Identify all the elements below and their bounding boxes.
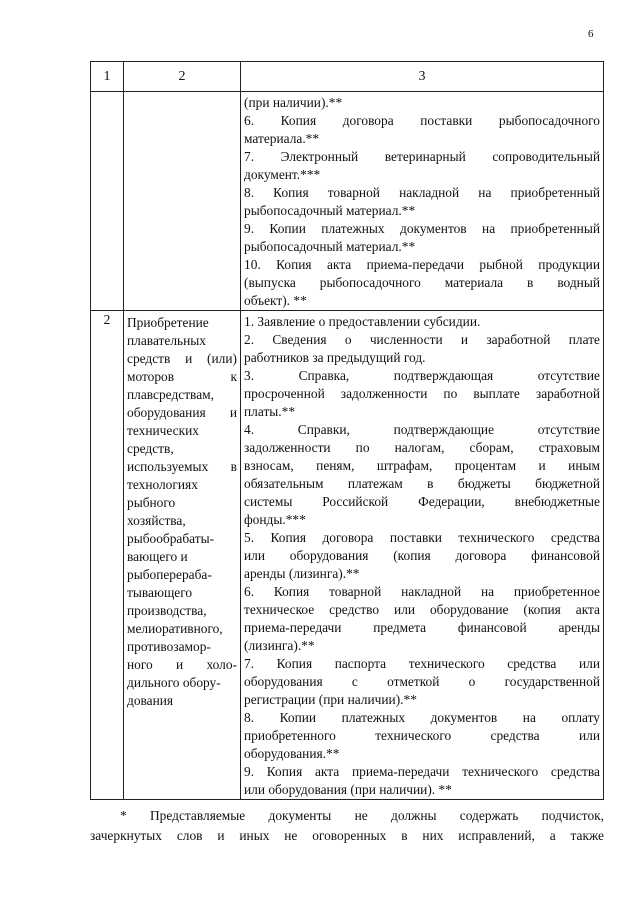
table-row bbox=[91, 311, 604, 800]
purpose-line: дования bbox=[127, 693, 174, 708]
document-line: приобретенного технического средства или bbox=[244, 728, 600, 743]
row-number bbox=[91, 92, 124, 311]
documents-list-cell bbox=[241, 92, 604, 311]
document-line: 7. Электронный ветеринарный сопроводительный bbox=[244, 149, 600, 164]
purpose-line: хозяйства, bbox=[127, 513, 186, 528]
document-line: платы.** bbox=[244, 404, 296, 419]
purpose-line: тывающего bbox=[127, 585, 193, 600]
document-line: обязательным платежам в бюджеты бюджетной bbox=[244, 476, 600, 491]
document-line: работников за предыдущий год. bbox=[244, 350, 426, 365]
page-number: 6 bbox=[588, 28, 594, 40]
documents-table bbox=[90, 61, 604, 800]
document-line: оборудования с отметкой о государственной bbox=[244, 674, 600, 689]
document-line: (при наличии).** bbox=[244, 95, 343, 110]
document-line: 7. Копия паспорта технического средства или bbox=[244, 656, 600, 671]
document-line: (выпуска рыбопосадочного материала в водный bbox=[244, 275, 600, 290]
document-line: 1. Заявление о предоставлении субсидии. bbox=[244, 314, 481, 329]
document-line: 3. Справка, подтверждающая отсутствие bbox=[244, 368, 600, 383]
document-line: 6. Копия товарной накладной на приобретенное bbox=[244, 584, 600, 599]
purpose-line: рыбного bbox=[127, 495, 176, 510]
document-line: объект). ** bbox=[244, 293, 307, 308]
document-line: оборудования.** bbox=[244, 746, 340, 761]
document-line: задолженности по налогам, сборам, страховым bbox=[244, 440, 600, 455]
purpose-line: дильного обору- bbox=[127, 675, 221, 690]
document-line: системы Российской Федерации, внебюджетные bbox=[244, 494, 600, 509]
header-col-2: 2 bbox=[124, 62, 241, 92]
document-line: 4. Справки, подтверждающие отсутствие bbox=[244, 422, 600, 437]
purpose-line: рыбоперераба- bbox=[127, 567, 212, 582]
document-line: или оборудования (при наличии). ** bbox=[244, 782, 452, 797]
purpose-line: технологиях bbox=[127, 477, 198, 492]
document-line: документ.*** bbox=[244, 167, 321, 182]
purpose-line: плавательных bbox=[127, 333, 206, 348]
purpose-line: оборудования и bbox=[127, 405, 237, 420]
purpose-line: производства, bbox=[127, 603, 207, 618]
header-col-1: 1 bbox=[91, 62, 124, 92]
purpose-line: средств и (или) bbox=[127, 351, 237, 366]
document-line: взносам, пеням, штрафам, процентам и иным bbox=[244, 458, 600, 473]
document-line: приема-передачи предмета финансовой аренды bbox=[244, 620, 600, 635]
documents-list-cell bbox=[241, 311, 604, 800]
purpose-line: плавсредствам, bbox=[127, 387, 214, 402]
document-line: 10. Копия акта приема-передачи рыбной продукции bbox=[244, 257, 600, 272]
document-line: 9. Копии платежных документов на приобретенный bbox=[244, 221, 600, 236]
document-line: 5. Копия договора поставки технического средства bbox=[244, 530, 600, 545]
footnote-line: зачеркнутых слов и иных не оговоренных в них исправлений, а также bbox=[90, 828, 604, 843]
purpose-line: моторов к bbox=[127, 369, 237, 384]
document-line: или оборудования (копия договора финансовой bbox=[244, 548, 600, 563]
document-line: регистрации (при наличии).** bbox=[244, 692, 417, 707]
purpose-line: Приобретение bbox=[127, 315, 209, 330]
footnote bbox=[90, 806, 604, 846]
document-line: 8. Копии платежных документов на оплату bbox=[244, 710, 600, 725]
purpose-line: средств, bbox=[127, 441, 174, 456]
header-col-3: 3 bbox=[241, 62, 604, 92]
document-line: техническое средство или оборудование (копия акта bbox=[244, 602, 600, 617]
document-line: 8. Копия товарной накладной на приобретенный bbox=[244, 185, 600, 200]
purpose-line: технических bbox=[127, 423, 199, 438]
table-row bbox=[91, 92, 604, 311]
purpose-line: вающего и bbox=[127, 549, 188, 564]
document-line: рыбопосадочный материал.** bbox=[244, 203, 416, 218]
document-line: просроченной задолженности по выплате заработной bbox=[244, 386, 600, 401]
document-line: фонды.*** bbox=[244, 512, 306, 527]
purpose-line: рыбообрабаты- bbox=[127, 531, 215, 546]
document-line: 2. Сведения о численности и заработной плате bbox=[244, 332, 600, 347]
document-line: рыбопосадочный материал.** bbox=[244, 239, 416, 254]
purpose-line: ного и холо- bbox=[127, 657, 237, 672]
purpose-line: мелиоративного, bbox=[127, 621, 223, 636]
subsidy-purpose-cell bbox=[124, 92, 241, 311]
document-line: 9. Копия акта приема-передачи технического средства bbox=[244, 764, 600, 779]
row-number: 2 bbox=[91, 311, 124, 800]
document-line: аренды (лизинга).** bbox=[244, 566, 360, 581]
document-line: (лизинга).** bbox=[244, 638, 315, 653]
subsidy-purpose-cell bbox=[124, 311, 241, 800]
document-line: 6. Копия договора поставки рыбопосадочного bbox=[244, 113, 600, 128]
table-header-row bbox=[91, 62, 604, 92]
purpose-line: используемых в bbox=[127, 459, 237, 474]
purpose-line: противозамор- bbox=[127, 639, 211, 654]
footnote-line: * Представляемые документы не должны содержать подчисток, bbox=[120, 808, 604, 823]
document-line: материала.** bbox=[244, 131, 320, 146]
